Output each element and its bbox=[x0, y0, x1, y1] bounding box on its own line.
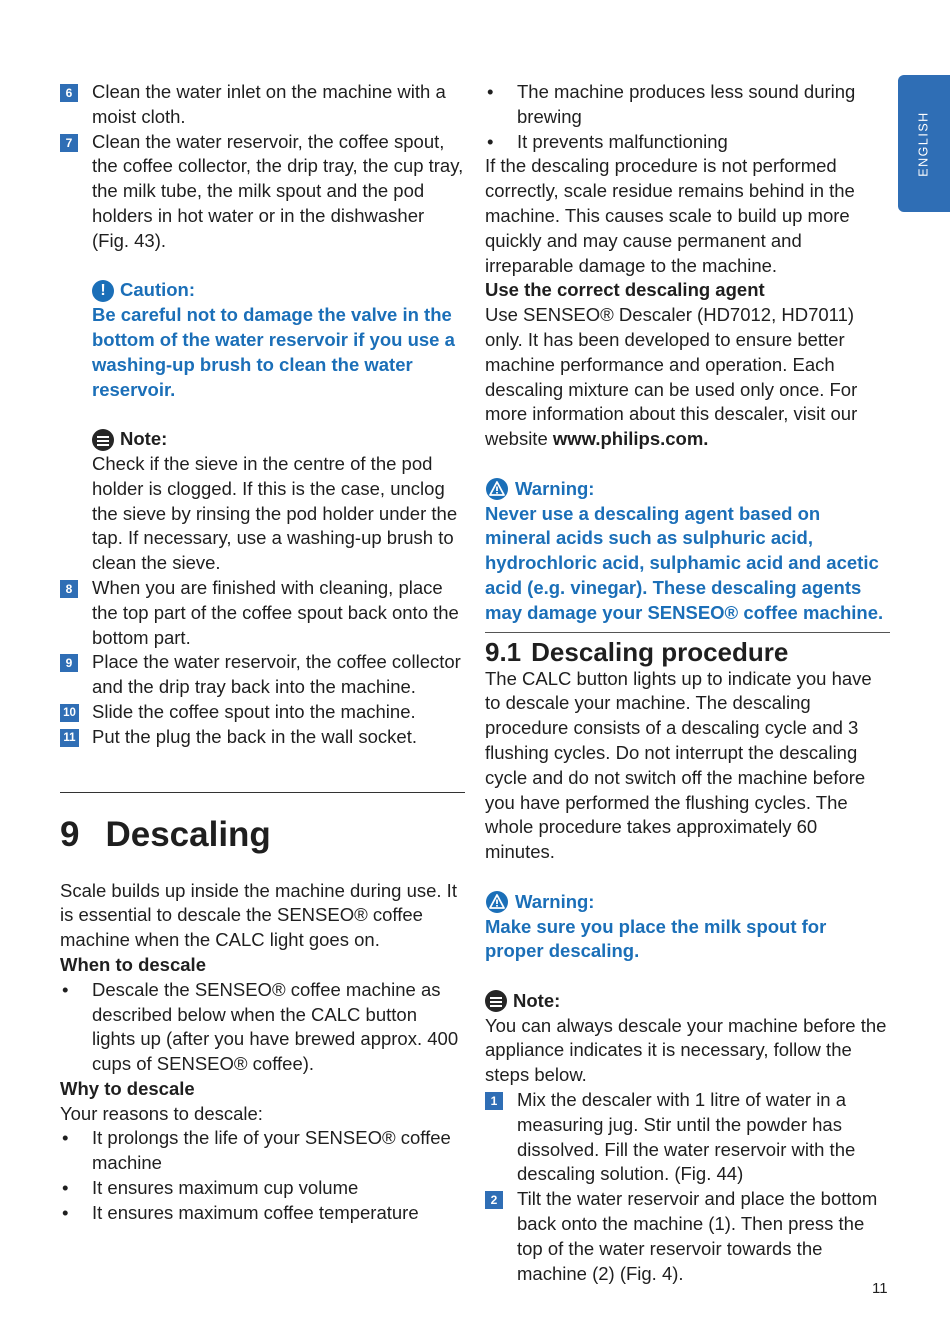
step-number-badge: 2 bbox=[485, 1191, 503, 1209]
note-title: Note: bbox=[513, 989, 561, 1011]
note-text: You can always descale your machine before the appliance indicates it is necessary, follow the steps below. bbox=[485, 1014, 887, 1086]
left-column bbox=[60, 80, 465, 1226]
why-intro: Your reasons to descale: bbox=[60, 1102, 263, 1124]
list-item: • It ensures maximum cup volume bbox=[60, 1176, 465, 1201]
step-9 bbox=[60, 650, 465, 700]
step-number-badge: 10 bbox=[60, 704, 79, 722]
step-text: Place the water reservoir, the coffee collector and the drip tray back into the machine. bbox=[92, 651, 461, 698]
warning-title: Warning: bbox=[515, 890, 595, 912]
section-heading bbox=[60, 815, 465, 855]
warning-text: Never use a descaling agent based on mineral acids such as sulphuric acid, hydrochloric acid, sulphamic acid and acetic acid (e.g. vinegar). These descaling agents may damage your SENSEO® coffee machine. bbox=[485, 502, 884, 623]
subsection-divider bbox=[485, 632, 890, 633]
step-6 bbox=[60, 80, 465, 130]
section-divider bbox=[60, 792, 465, 793]
agent-heading: Use the correct descaling agent bbox=[485, 279, 765, 301]
procedure-warning-paragraph: If the descaling procedure is not performed correctly, scale residue remains behind in the machine. This causes scale to build up more quickly and may cause permanent and irreparable damage to the machine. bbox=[485, 155, 855, 276]
step-number-badge: 7 bbox=[60, 134, 78, 152]
step-number-badge: 1 bbox=[485, 1092, 503, 1110]
page-number: 11 bbox=[872, 1280, 888, 1297]
step-2 bbox=[485, 1187, 890, 1286]
warning-icon bbox=[485, 891, 509, 913]
subsection-number: 9.1 bbox=[485, 636, 522, 667]
step-10 bbox=[60, 700, 465, 725]
subsection-heading bbox=[485, 637, 890, 667]
exclamation-icon: ! bbox=[92, 280, 114, 302]
warning-icon bbox=[485, 478, 509, 500]
note-callout bbox=[60, 427, 465, 576]
warning-callout bbox=[485, 477, 890, 626]
step-1 bbox=[485, 1088, 890, 1187]
list-item: • It prolongs the life of your SENSEO® coffee machine bbox=[60, 1126, 465, 1176]
step-text: Clean the water reservoir, the coffee spout, the coffee collector, the drip tray, the cup tray, the milk tube, the milk spout and the pod holders in hot water or in the dishwasher (Fig. 43). bbox=[92, 130, 464, 251]
list-item: • Descale the SENSEO® coffee machine as described below when the CALC button lights up (after you have brewed approx. 400 cups of SENSEO® coffee). bbox=[60, 978, 465, 1077]
why-heading: Why to descale bbox=[60, 1077, 195, 1099]
intro-paragraph: Scale builds up inside the machine during use. It is essential to descale the SENSEO® coffee machine when the CALC light goes on. bbox=[60, 879, 457, 951]
step-number-badge: 9 bbox=[60, 654, 78, 672]
note-title: Note: bbox=[120, 428, 168, 450]
when-heading: When to descale bbox=[60, 953, 206, 975]
step-number-badge: 8 bbox=[60, 580, 78, 598]
language-label: ENGLISH bbox=[916, 110, 931, 177]
subsection-title: Descaling procedure bbox=[531, 636, 789, 667]
section-number: 9 bbox=[60, 814, 80, 854]
step-number-badge: 11 bbox=[60, 729, 79, 747]
note-text: Check if the sieve in the centre of the pod holder is clogged. If this is the case, unclog the sieve by rinsing the pod holder under the tap. If necessary, use a washing-up brush to clean the sieve. bbox=[92, 452, 458, 574]
step-11 bbox=[60, 725, 465, 750]
step-text: Clean the water inlet on the machine with a moist cloth. bbox=[92, 81, 446, 127]
list-item: • The machine produces less sound during brewing bbox=[485, 80, 890, 130]
language-tab bbox=[898, 75, 950, 212]
warning-title: Warning: bbox=[515, 477, 595, 499]
procedure-paragraph: The CALC button lights up to indicate you have to descale your machine. The descaling procedure consists of a descaling cycle and 3 flushing cycles. Do not interrupt the descaling cycle and do not switch off the machine before you have performed the flushing cycles. The whole procedure takes approximately 60 minutes. bbox=[485, 667, 872, 863]
note-callout bbox=[485, 989, 890, 1088]
note-icon bbox=[92, 429, 114, 451]
step-text: Mix the descaler with 1 litre of water in a measuring jug. Stir until the powder has dissolved. Fill the water reservoir with the descaling solution. (Fig. 44) bbox=[517, 1089, 856, 1185]
caution-callout bbox=[60, 278, 465, 402]
caution-text: Be careful not to damage the valve in the bottom of the water reservoir if you use a washing-up brush to clean the water reservoir. bbox=[92, 304, 455, 400]
section-title: Descaling bbox=[105, 814, 271, 854]
right-column bbox=[485, 80, 890, 1286]
caution-title: Caution: bbox=[120, 279, 196, 301]
step-8 bbox=[60, 576, 465, 650]
step-text: When you are finished with cleaning, place the top part of the coffee spout back onto the bottom part. bbox=[92, 576, 459, 648]
warning-text: Make sure you place the milk spout for proper descaling. bbox=[485, 915, 827, 962]
step-text: Put the plug the back in the wall socket. bbox=[92, 725, 417, 747]
step-7 bbox=[60, 130, 465, 254]
website-link[interactable]: www.philips.com. bbox=[552, 428, 709, 450]
step-number-badge: 6 bbox=[60, 84, 78, 102]
step-text: Tilt the water reservoir and place the bottom back onto the machine (1). Then press the top of the water reservoir towards the machine (2) (Fig. 4). bbox=[517, 1188, 878, 1284]
list-item: • It prevents malfunctioning bbox=[485, 130, 890, 155]
step-text: Slide the coffee spout into the machine. bbox=[92, 700, 416, 722]
agent-paragraph: Use SENSEO® Descaler (HD7012, HD7011) only. It has been developed to ensure better machine performance and operation. Each descaling mixture can be used only once. For more information about this descaler, visit our website bbox=[485, 304, 858, 450]
note-icon bbox=[485, 990, 507, 1012]
warning-callout bbox=[485, 890, 890, 964]
list-item: • It ensures maximum coffee temperature bbox=[60, 1201, 465, 1226]
